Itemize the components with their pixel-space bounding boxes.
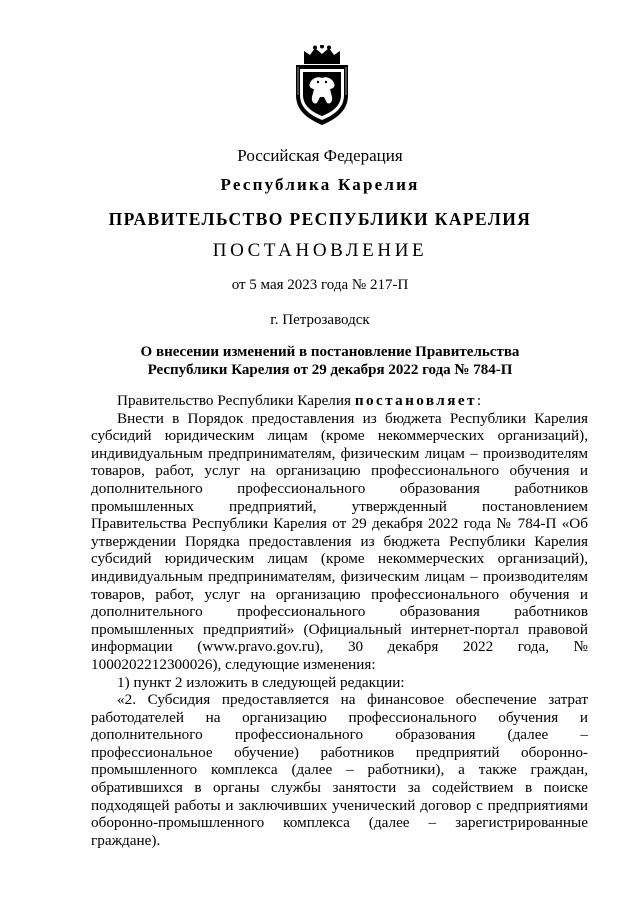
paragraph-2: 1) пункт 2 изложить в следующей редакции: — [117, 673, 405, 691]
decree-prefix: Правительство Республики Карелия — [117, 392, 355, 409]
document-type: ПОСТАНОВЛЕНИЕ — [212, 240, 428, 261]
coat-of-arms-emblem — [290, 45, 354, 127]
decree-word: постановляет — [354, 392, 477, 409]
document-body — [91, 392, 588, 849]
title-line-1: О внесении изменений в постановление Правительства — [140, 344, 520, 360]
decree-suffix: : — [476, 392, 482, 409]
government-name: ПРАВИТЕЛЬСТВО РЕСПУБЛИКИ КАРЕЛИЯ — [108, 209, 532, 229]
date-number-line: от 5 мая 2023 года № 217-П — [231, 277, 409, 293]
city-name: г. Петрозаводск — [270, 312, 370, 328]
paragraph-1: Внести в Порядок предоставления из бюджета Республики Карелия субсидий юридическим лицам (кроме некоммерческих организаций), индивидуальным предпринимателям, физическим лицам – производителям товаров, работ, услуг на организацию профессионального обучения и дополнительного профессионального образования работников промышленных предприятий, утвержденный постановлением Правительства Республики Карелия от 29 декабря 2022 года № 784-П «Об утверждении Порядка предоставления из бюджета Республики Карелия субсидий юридическим лицам (кроме некоммерческих организаций), индивидуальным предпринимателям, физическим лицам – производителям товаров, работ, услуг на организацию профессионального обучения и дополнительного профессионального образования работников промышленных предприятий» (Официальный интернет-портал правовой информации (www.pravo.gov.ru), 30 декабря 2022 года, № 1000202212300026), следующие изменения: — [91, 409, 588, 673]
decree-paragraph — [91, 392, 588, 410]
republic-name: Республика Карелия — [220, 175, 420, 194]
document-title — [140, 343, 520, 379]
title-line-2: Республики Карелия от 29 декабря 2022 года № 784-П — [147, 362, 513, 378]
country-name: Российская Федерация — [237, 146, 403, 165]
paragraph-3: «2. Субсидия предоставляется на финансовое обеспечение затрат работодателей на организацию профессионального обучения и дополнительного профессионального образования (далее – профессиональное обучение) работников предприятий оборонно-промышленного комплекса (далее – работники), а также граждан, обратившихся в органы службы занятости за содействием в поиске подходящей работы и заключивших ученический договор с предприятиями оборонно-промышленного комплекса (далее – зарегистрированные граждане). — [91, 691, 588, 849]
